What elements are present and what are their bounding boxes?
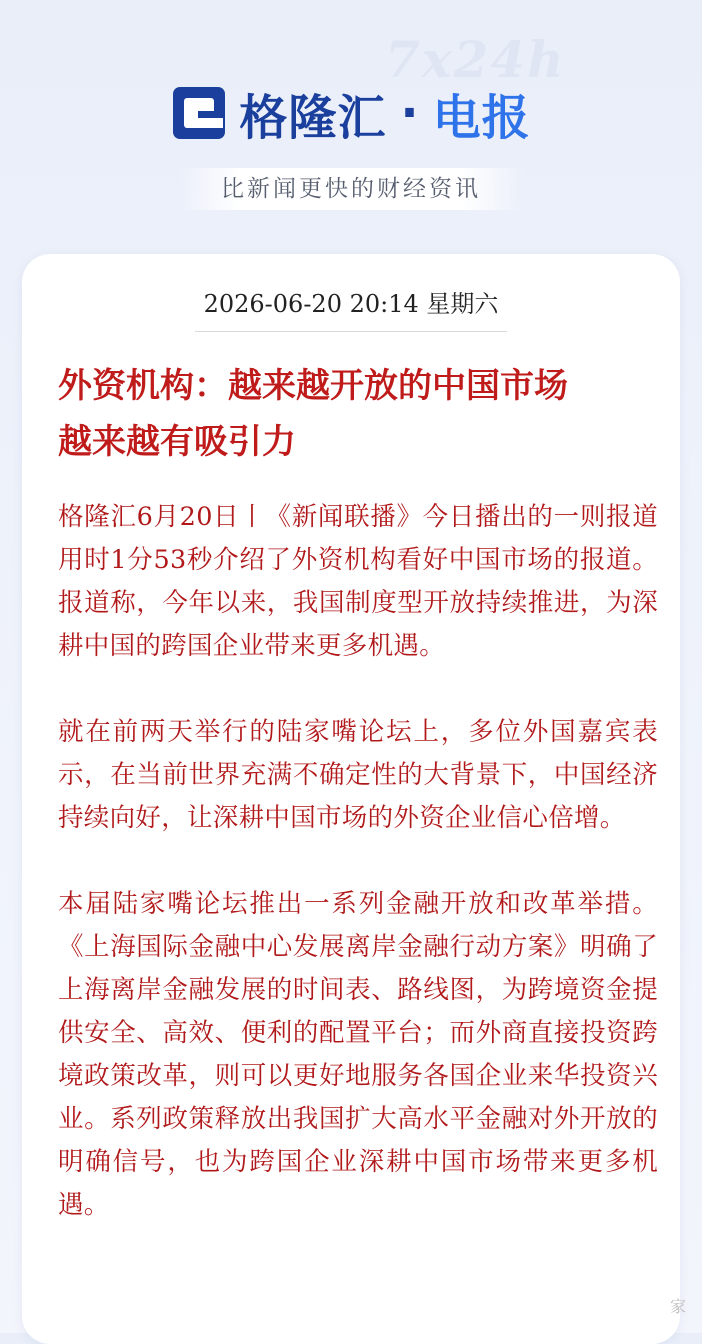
article-title [58, 358, 658, 470]
tagline: 比新闻更快的财经资讯 [178, 168, 524, 210]
title-line-2: 越来越有吸引力 [58, 422, 296, 462]
date-divider [195, 331, 507, 332]
brand-name: 格隆汇 [239, 89, 387, 146]
article-datetime: 2026-06-20 20:14 星期六 [203, 290, 499, 318]
article-paragraph: 本届陆家嘴论坛推出一系列金融开放和改革举措。《上海国际金融中心发展离岸金融行动方案》明确了上海离岸金融发展的时间表、路线图，为跨境资金提供安全、高效、便利的配置平台；而外商直接投资跨境政策改革，则可以更好地服务各国企业来华投资兴业。系列政策释放出我国扩大高水平金融对外开放的明确信号，也为跨国企业深耕中国市场带来更多机遇。 [58, 889, 658, 1220]
article-paragraph: 格隆汇6月20日丨《新闻联播》今日播出的一则报道用时1分53秒介绍了外资机构看好中国市场的报道。报道称，今年以来，我国制度型开放持续推进，为深耕中国的跨国企业带来更多机遇。 [58, 502, 658, 661]
brand-header [0, 78, 702, 148]
corner-watermark: 家 [669, 1297, 686, 1316]
article-paragraph: 就在前两天举行的陆家嘴论坛上，多位外国嘉宾表示，在当前世界充满不确定性的大背景下，中国经济持续向好，让深耕中国市场的外资企业信心倍增。 [58, 717, 658, 833]
article-card [22, 254, 680, 1344]
watermark-7x24h: 7x24h [385, 30, 566, 89]
brand-subtitle: 电报 [432, 89, 531, 146]
title-line-1: 外资机构：越来越开放的中国市场 [58, 366, 568, 406]
brand-separator: · [400, 85, 419, 141]
article-body [58, 496, 658, 1227]
gelonghui-logo-icon [171, 85, 227, 141]
